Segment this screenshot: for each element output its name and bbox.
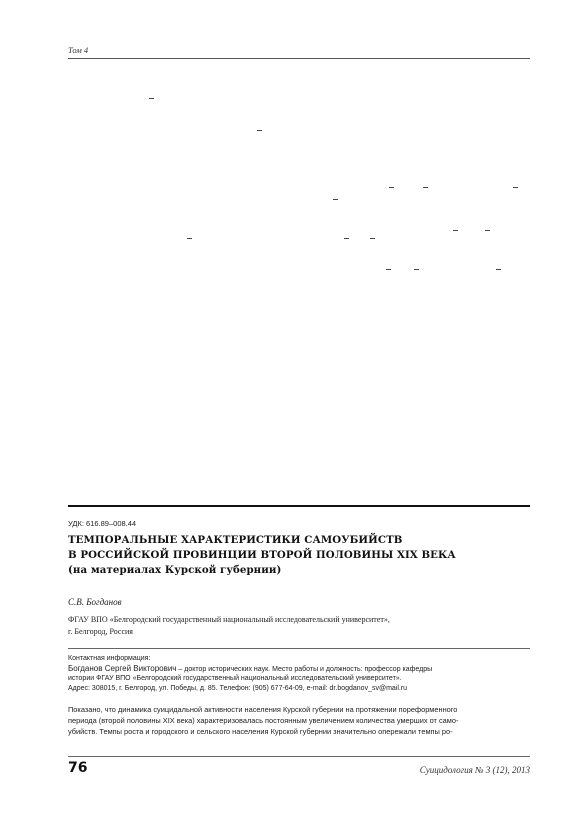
stray-mark: [513, 187, 518, 188]
stray-mark: [496, 269, 501, 270]
header-divider: [68, 58, 530, 59]
contact-address: Адрес: 308015, г. Белгород, ул. Победы, д. 85. Телефон: (905) 677-64-09, e-mail: dr.bogdanov_sv@mail.ru: [68, 684, 408, 692]
article-subtitle: (на материалах Курской губернии): [68, 564, 282, 576]
stray-mark: [453, 230, 458, 231]
article-title-line: ТЕМПОРАЛЬНЫЕ ХАРАКТЕРИСТИКИ САМОУБИЙСТВ: [68, 534, 403, 546]
stray-mark: [370, 238, 375, 239]
contact-line: истории ФГАУ ВПО «Белгородский государственный национальный исследовательский университет».: [68, 675, 402, 682]
stray-mark: [257, 130, 262, 131]
stray-mark: [414, 269, 419, 270]
stray-mark: [149, 98, 154, 99]
stray-mark: [187, 238, 192, 239]
stray-mark: [333, 199, 338, 200]
contact-name: Богданов Сергей Викторович: [68, 663, 177, 673]
article-divider: [68, 505, 530, 507]
contact-heading: Контактная информация:: [68, 655, 151, 662]
affiliation-city: г. Белгород, Россия: [68, 627, 133, 636]
article-title-line: В РОССИЙСКОЙ ПРОВИНЦИИ ВТОРОЙ ПОЛОВИНЫ XIX ВЕКА: [68, 549, 456, 561]
stray-mark: [423, 187, 428, 188]
abstract-line: убийств. Темпы роста и городского и сельского населения Курской губернии значительно опережали темпы ро-: [68, 727, 453, 736]
abstract-line: Показано, что динамика суицидальной активности населения Курской губернии на протяжении пореформенного: [68, 705, 458, 714]
contact-info: [68, 654, 530, 693]
running-header-volume: Том 4: [68, 45, 89, 55]
page-number: 76: [68, 760, 88, 776]
stray-mark: [485, 230, 490, 231]
contact-position: – доктор исторических наук. Место работы и должность: профессор кафедры: [176, 665, 433, 673]
article-title: [68, 533, 530, 578]
stray-mark: [386, 269, 391, 270]
footer-divider: [68, 756, 530, 757]
udk-code: УДК: 616.89–008.44: [68, 519, 137, 528]
abstract-line: периода (второй половины XIX века) характеризовалась постоянным увеличением количества умерших от само-: [68, 716, 459, 725]
abstract: [68, 704, 530, 737]
affiliation: [68, 614, 530, 638]
contact-divider: [68, 648, 530, 649]
stray-mark: [344, 238, 349, 239]
author-name: С.В. Богданов: [68, 597, 122, 607]
stray-mark: [389, 187, 394, 188]
contact-line: [68, 664, 530, 675]
journal-citation: Суицидология № 3 (12), 2013: [419, 765, 530, 775]
affiliation-line: ФГАУ ВПО «Белгородский государственный национальный исследовательский университет»,: [68, 615, 390, 624]
